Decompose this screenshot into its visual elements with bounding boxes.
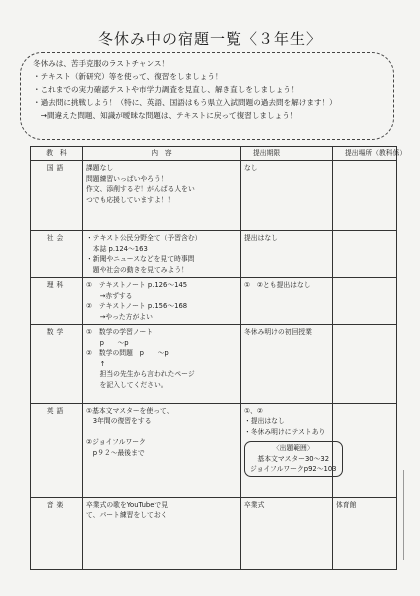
deadline-cell: 冬休み明けの初回授業 <box>241 325 333 404</box>
subject-cell: 理科 <box>31 278 83 325</box>
submit-place-cell <box>333 231 397 278</box>
deadline-cell: ① ②とも提出はなし <box>241 278 333 325</box>
subject-cell: 英語 <box>31 403 83 497</box>
subject-cell: 社会 <box>31 231 83 278</box>
notice-line: ・過去問に挑戦しよう！（特に、英語、国語はもう県立入試問題の過去問を解けます！） <box>33 98 337 107</box>
header-deadline: 提出期限 <box>241 147 333 161</box>
table-row <box>31 161 397 231</box>
table-row <box>31 231 397 278</box>
content-cell: 卒業式の歌をYouTubeで見 て、パート練習をしておく <box>83 497 241 569</box>
table-row <box>31 403 397 497</box>
content-cell: ① 数学の学習ノート p 〜p ② 数学の問題 p 〜p ↑ 担当の先生から言われたページ を記入してください。 <box>83 325 241 404</box>
header-content: 内 容 <box>83 147 241 161</box>
header-submit-place: 提出場所（教科係） <box>333 147 397 161</box>
submit-place-cell: 体育館 <box>333 497 397 569</box>
table-row <box>31 497 397 569</box>
table-row <box>31 325 397 404</box>
notice-line: ・これまでの実力確認テストや市学力調査を見直し、解き直しをしましょう！ <box>33 85 299 94</box>
submit-place-cell <box>333 161 397 231</box>
content-cell: 課題なし 問題練習いっぱいやろう！ 作文、添削するぞ！がんばる人をい つでも応援していますよ！！ <box>83 161 241 231</box>
subject-cell: 音楽 <box>31 497 83 569</box>
page-title: 冬休み中の宿題一覧〈３年生〉 <box>97 30 322 48</box>
submit-place-cell <box>333 278 397 325</box>
table-header-row <box>31 147 397 161</box>
notice-line: →間違えた問題、知識が曖昧な問題は、テキストに戻って復習しましょう！ <box>33 111 298 120</box>
submit-place-cell <box>333 325 397 404</box>
question-range-box: 〈出題範囲〉 基本文マスター30〜32 ジョイフルワークp92〜103 <box>244 441 343 477</box>
deadline-cell: なし <box>241 161 333 231</box>
notice-line: ・テキスト（新研究）等を使って、復習をしましょう！ <box>33 72 223 81</box>
margin-line <box>403 470 404 560</box>
deadline-cell: 卒業式 <box>241 497 333 569</box>
subject-cell: 数学 <box>31 325 83 404</box>
content-cell: ・テキスト公民分野全て（予習含む） 本誌 p.124〜163 ・新聞やニュースなどを見て時事問 題や社会の動きを見てみよう！ <box>83 231 241 278</box>
homework-table <box>30 146 407 570</box>
header-subject: 教 科 <box>31 147 83 161</box>
subject-cell: 国語 <box>31 161 83 231</box>
deadline-cell: 提出はなし <box>241 231 333 278</box>
content-cell: ①基本文マスターを使って、 3年間の復習をする ②ジョイフルワーク p９２〜最後まで <box>83 403 241 497</box>
notice-line: 冬休みは、苦手克服のラストチャンス！ <box>33 59 170 68</box>
table-row <box>31 278 397 325</box>
content-cell: ① テキストノート p.126〜145 →赤ずする ② テキストノート p.156〜168 →やった方がよい <box>83 278 241 325</box>
notice-box <box>20 52 394 140</box>
deadline-cell: ①、② ・提出はなし ・冬休み明けにテストあり 〈出題範囲〉 基本文マスター30〜32 ジョイフルワークp92〜103 <box>241 403 333 497</box>
